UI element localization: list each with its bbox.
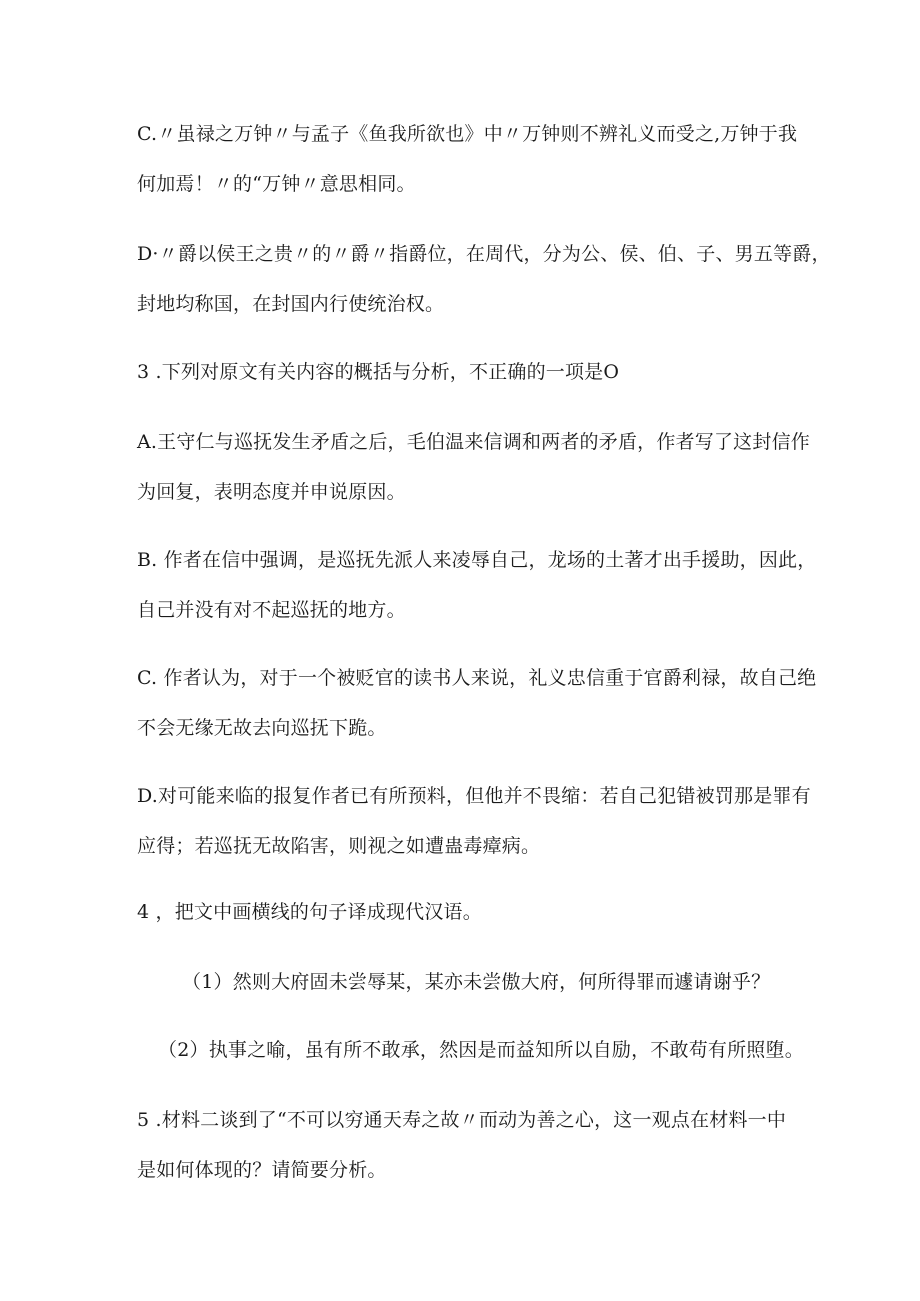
option-3d-line-2: 应得；若巡抚无故陷害，则视之如遭蛊毒瘴病。 [137,835,541,857]
option-3a-line-2: 为回复，表明态度并申说原因。 [137,481,406,503]
option-2c-line-2: 何加焉！〃的“万钟〃意思相同。 [137,173,416,195]
question-5-line-2: 是如何体现的？请简要分析。 [137,1159,387,1181]
option-2c-line-1: C.〃虽禄之万钟〃与孟子《鱼我所欲也》中〃万钟则不辨礼义而受之,万钟于我 [137,123,798,145]
option-2d-line-2: 封地均称国，在封国内行使统治权。 [137,293,445,315]
question-4-stem: 4 ，把文中画横线的句子译成现代汉语。 [137,901,482,923]
option-3c-line-2: 不会无缘无故去向巡抚下跪。 [137,717,387,739]
option-3a-line-1: A.王守仁与巡抚发生矛盾之后，毛伯温来信调和两者的矛盾，作者写了这封信作 [137,431,810,453]
question-5-line-1: 5 .材料二谈到了“不可以穷通天寿之故〃而动为善之心，这一观点在材料一中 [137,1109,787,1131]
question-4-item-1: （1）然则大府固未尝辱某，某亦未尝傲大府，何所得罪而遽请谢乎？ [182,971,771,993]
question-3-stem: 3 .下列对原文有关内容的概括与分析，不正确的一项是O [137,361,620,383]
option-3b-line-1: B. 作者在信中强调，是巡抚先派人来凌辱自己，龙场的土著才出手援助，因此， [137,549,817,571]
option-2d-line-1: D·〃爵以侯王之贵〃的〃爵〃指爵位，在周代，分为公、侯、伯、子、男五等爵， [137,243,831,265]
option-3d-line-1: D.对可能来临的报复作者已有所预料，但他并不畏缩：若自己犯错被罚那是罪有 [137,785,811,807]
option-3b-line-2: 自己并没有对不起巡抚的地方。 [137,599,406,621]
option-3c-line-1: C. 作者认为，对于一个被贬官的读书人来说，礼义忠信重于官爵利禄，故自己绝 [137,667,817,689]
question-4-item-2: （2）执事之喻，虽有所不敢承，然因是而益知所以自励，不敢苟有所照堕。 [158,1039,804,1061]
